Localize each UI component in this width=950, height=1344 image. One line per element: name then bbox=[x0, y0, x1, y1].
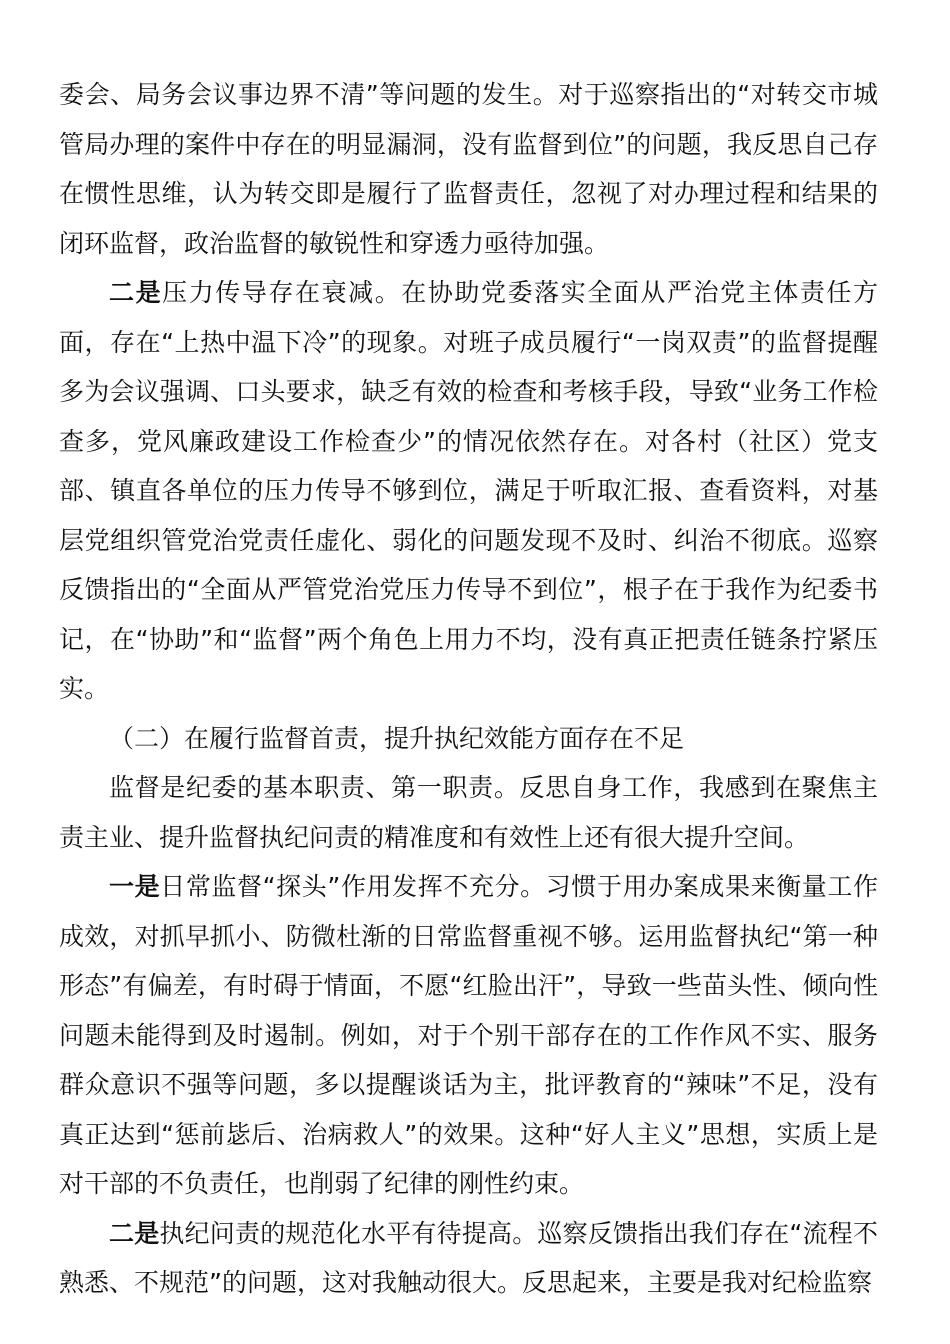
section-heading-text: （二）在履行监督首责，提升执纪效能方面存在不足 bbox=[109, 723, 685, 753]
paragraph-pressure-transmission bbox=[59, 268, 878, 714]
paragraph-text: 监督是纪委的基本职责、第一职责。反思自身工作，我感到在聚焦主责主业、提升监督执纪问责的精准度和有效性上还有很大提升空间。 bbox=[59, 773, 878, 852]
paragraph-continuation bbox=[59, 70, 878, 268]
paragraph-text: 委会、局务会议事边界不清”等问题的发生。对于巡察指出的“对转交市城管局办理的案件中存在的明显漏洞，没有监督到位”的问题，我反思自己存在惯性思维，认为转交即是履行了监督责任，忽视了对办理过程和结果的闭环监督，政治监督的敏锐性和穿透力亟待加强。 bbox=[59, 80, 878, 258]
section-heading bbox=[59, 714, 878, 764]
paragraph-text: 压力传导存在衰减。在协助党委落实全面从严治党主体责任方面，存在“上热中温下冷”的现象。对班子成员履行“一岗双责”的监督提醒多为会议强调、口头要求，缺乏有效的检查和考核手段，导致“业务工作检查多，党风廉政建设工作检查少”的情况依然存在。对各村（社区）党支部、镇直各单位的压力传导不够到位，满足于听取汇报、查看资料，对基层党组织管党治党责任虚化、弱化的问题发现不及时、纠治不彻底。巡察反馈指出的“全面从严管党治党压力传导不到位”，根子在于我作为纪委书记，在“协助”和“监督”两个角色上用力不均，没有真正把责任链条拧紧压实。 bbox=[59, 278, 878, 703]
paragraph-lead: 二是 bbox=[109, 278, 163, 307]
paragraph-daily-supervision bbox=[59, 862, 878, 1209]
paragraph-text: 执纪问责的规范化水平有待提高。巡察反馈指出我们存在“流程不熟悉、不规范”的问题，这对我触动很大。反思起来，主要是我对纪检监察 bbox=[59, 1218, 878, 1297]
paragraph-supervision-intro bbox=[59, 763, 878, 862]
paragraph-text: 日常监督“探头”作用发挥不充分。习惯于用办案成果来衡量工作成效，对抓早抓小、防微杜渐的日常监督重视不够。运用监督执纪“第一种形态”有偏差，有时碍于情面，不愿“红脸出汗”，导致一些苗头性、倾向性问题未能得到及时遏制。例如，对于个别干部存在的工作作风不实、服务群众意识不强等问题，多以提醒谈话为主，批评教育的“辣味”不足，没有真正达到“惩前毖后、治病救人”的效果。这种“好人主义”思想，实质上是对干部的不负责任，也削弱了纪律的刚性约束。 bbox=[59, 872, 878, 1198]
paragraph-lead: 一是 bbox=[109, 872, 161, 901]
paragraph-accountability bbox=[59, 1209, 878, 1308]
paragraph-lead: 二是 bbox=[109, 1218, 160, 1248]
